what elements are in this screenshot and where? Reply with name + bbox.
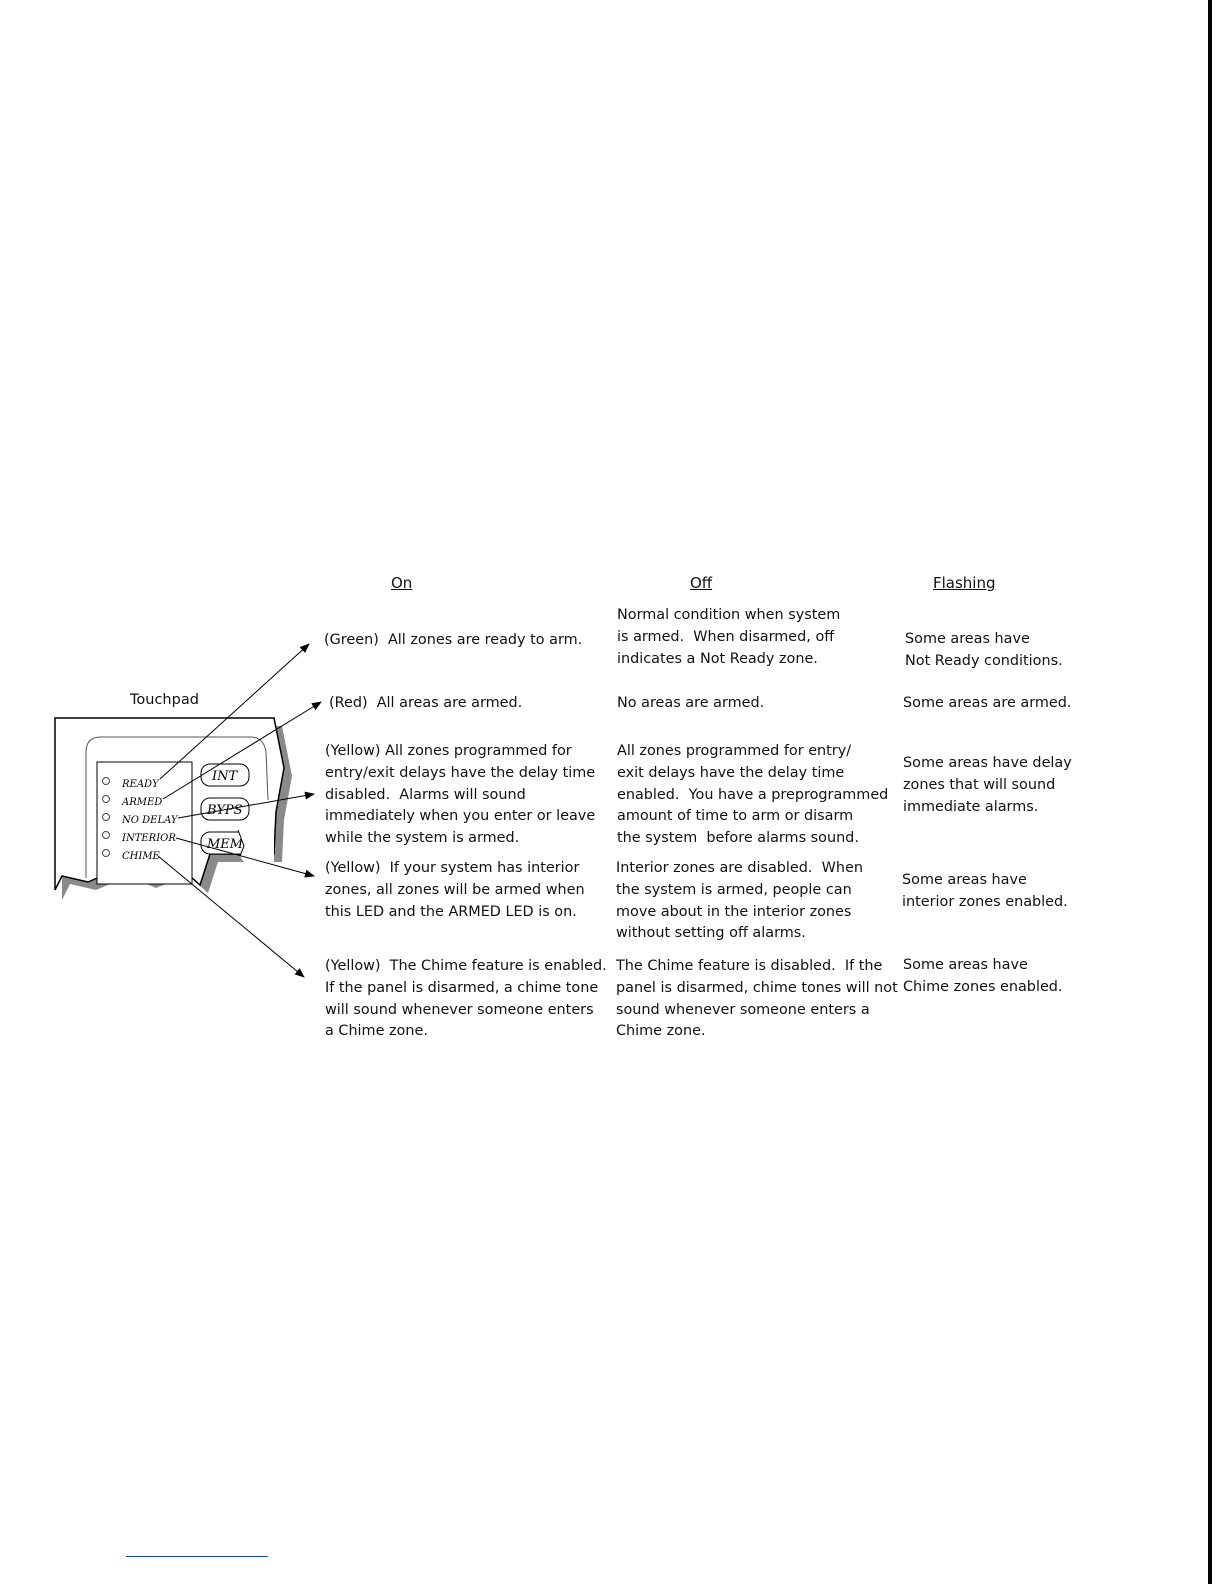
interior-off-text: Interior zones are disabled. When the system is armed, people can move about in the interior zones without setting off alarms. (616, 860, 863, 942)
chime-led (103, 850, 110, 857)
ready-led (103, 778, 110, 785)
armed-led-label: ARMED (122, 797, 163, 808)
touchpad-label: Touchpad (130, 692, 199, 708)
interior-flashing-text: Some areas have interior zones enabled. (902, 872, 1068, 910)
ready-led-label: READY (122, 779, 159, 790)
nodelay-on-text: (Yellow) All zones programmed for entry/exit delays have the delay time disabled. Alarms will sound immediately when you enter or leave while the system is armed. (325, 743, 596, 847)
chime-off-text: The Chime feature is disabled. If the panel is disarmed, chime tones will not sound whenever someone enters a Chime zone. (616, 958, 898, 1040)
interior-led (103, 832, 110, 839)
chime-arrow (158, 856, 304, 977)
footer-rule (126, 1556, 268, 1557)
armed-off-text: No areas are armed. (617, 695, 765, 711)
chime-flashing-text: Some areas have Chime zones enabled. (903, 957, 1063, 995)
int-key-label: INT (212, 769, 238, 784)
chime-on-text: (Yellow) The Chime feature is enabled. If the panel is disarmed, a chime tone will sound whenever someone enters a Chime zone. (325, 958, 607, 1040)
nodelay-flashing-text: Some areas have delay zones that will sound immediate alarms. (903, 755, 1072, 815)
interior-led-label: INTERIOR (122, 833, 176, 844)
chime-led-label: CHIME (122, 851, 160, 862)
header-flashing: Flashing (933, 574, 996, 592)
byps-key-label: BYPS (207, 803, 243, 818)
ready-on-text: (Green) All zones are ready to arm. (324, 632, 583, 648)
nodelay-led-label: NO DELAY (122, 815, 178, 826)
mem-key-label: MEM (207, 837, 244, 852)
header-off: Off (690, 574, 713, 592)
armed-on-text: (Red) All areas are armed. (329, 695, 523, 711)
ready-off-text: Normal condition when system is armed. When disarmed, off indicates a Not Ready zone. (617, 607, 841, 667)
interior-on-text: (Yellow) If your system has interior zones, all zones will be armed when this LED and the ARMED LED is on. (325, 860, 585, 920)
nodelay-led (103, 814, 110, 821)
armed-led (103, 796, 110, 803)
header-on: On (391, 574, 413, 592)
armed-flashing-text: Some areas are armed. (903, 695, 1072, 711)
ready-flashing-text: Some areas have Not Ready conditions. (905, 631, 1063, 669)
nodelay-off-text: All zones programmed for entry/ exit delays have the delay time enabled. You have a preprogrammed amount of time to arm or disarm the system before alarms sound. (617, 743, 889, 847)
